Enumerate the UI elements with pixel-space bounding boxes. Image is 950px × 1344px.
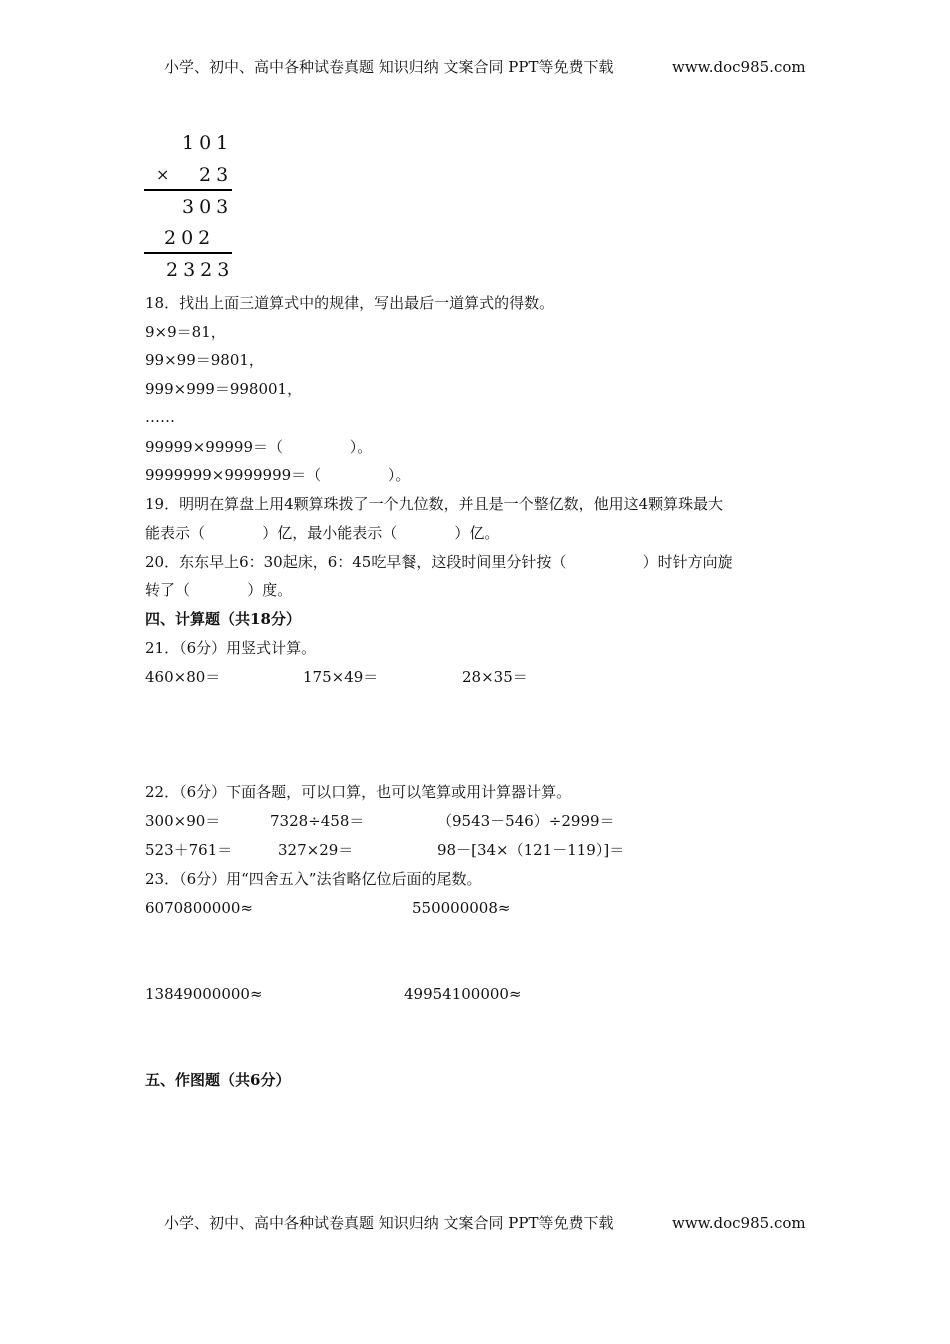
q22-prompt: 22．（6分）下面各题，可以口算，也可以笔算或用计算器计算。 <box>145 783 572 801</box>
q22-item-b: 7328÷458＝ <box>270 812 365 830</box>
q21-item-c: 28×35＝ <box>462 668 528 686</box>
q22-item-d: 523＋761＝ <box>145 841 233 859</box>
page-footer <box>0 1211 950 1235</box>
q19-line-2: 能表示（ ）亿，最小能表示（ ）亿。 <box>145 524 500 542</box>
q18-prompt: 18．找出上面三道算式中的规律，写出最后一道算式的得数。 <box>145 294 555 312</box>
footer-url[interactable]: www.doc985.com <box>672 1214 806 1232</box>
page-header <box>0 55 950 79</box>
footer-text: 小学、初中、高中各种试卷真题 知识归纳 文案合同 PPT等免费下载 <box>164 1214 614 1232</box>
product: 2323 <box>166 259 235 281</box>
multiplicand: 101 <box>182 132 234 154</box>
vertical-multiplication <box>144 128 234 283</box>
multiplier: 23 <box>199 164 234 186</box>
q22-item-f: 98－[34×（121－119）]＝ <box>437 841 625 859</box>
q18-answer-1: 99999×99999＝（ ）。 <box>145 438 373 456</box>
q19-line-1: 19．明明在算盘上用4颗算珠拨了一个九位数，并且是一个整亿数，他用这4颗算珠最大 <box>145 495 724 513</box>
q21-prompt: 21．（6分）用竖式计算。 <box>145 639 317 657</box>
header-url[interactable]: www.doc985.com <box>672 58 806 76</box>
rule-line-2 <box>144 252 232 254</box>
partial-product-2: 202 <box>164 227 216 249</box>
q23-item-d: 49954100000≈ <box>404 985 522 1003</box>
q18-ellipsis: …… <box>145 408 175 426</box>
q18-answer-2: 9999999×9999999＝（ ）。 <box>145 466 411 484</box>
q23-item-a: 6070800000≈ <box>145 899 254 917</box>
q21-item-a: 460×80＝ <box>145 668 221 686</box>
section-4-title: 四、计算题（共18分） <box>145 610 301 628</box>
partial-product-1: 303 <box>182 196 234 218</box>
q20-line-1: 20．东东早上6：30起床，6：45吃早餐，这段时间里分针按（ ）时针方向旋 <box>145 553 733 571</box>
q23-item-c: 13849000000≈ <box>145 985 263 1003</box>
q20-line-2: 转了（ ）度。 <box>145 581 293 599</box>
q23-prompt: 23．（6分）用“四舍五入”法省略亿位后面的尾数。 <box>145 870 482 888</box>
q21-item-b: 175×49＝ <box>303 668 379 686</box>
q23-item-b: 550000008≈ <box>412 899 511 917</box>
times-sign: × <box>156 165 175 184</box>
q22-item-c: （9543－546）÷2999＝ <box>437 812 615 830</box>
q18-line-1: 9×9＝81， <box>145 323 226 341</box>
section-5-title: 五、作图题（共6分） <box>145 1071 291 1089</box>
q22-item-e: 327×29＝ <box>278 841 354 859</box>
q18-line-2: 99×99＝9801， <box>145 351 264 369</box>
rule-line-1 <box>144 189 232 191</box>
q18-line-3: 999×999＝998001， <box>145 380 303 398</box>
q22-item-a: 300×90＝ <box>145 812 221 830</box>
header-text: 小学、初中、高中各种试卷真题 知识归纳 文案合同 PPT等免费下载 <box>164 58 614 76</box>
